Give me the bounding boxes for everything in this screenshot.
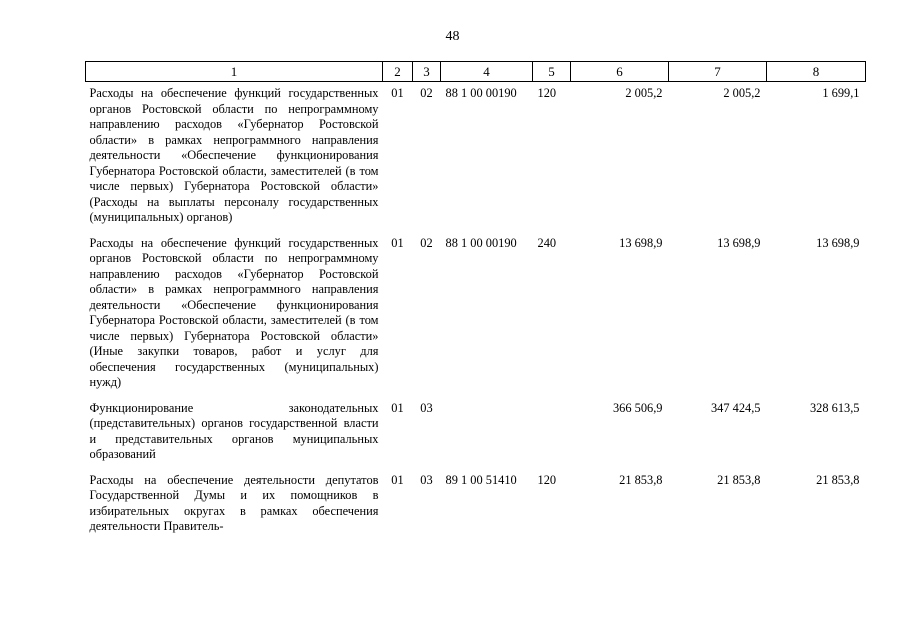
- header-col-3: 3: [413, 62, 441, 82]
- row-expense-type: [533, 397, 571, 463]
- row-description: Расходы на обеспечение деятельности депутатов Государственной Думы и их помощников в избирательных округах в рамках обеспечения деятельности Правитель-: [89, 472, 379, 533]
- row-amount-col6: 2 005,2: [625, 86, 663, 100]
- header-col-7: 7: [669, 62, 767, 82]
- row-expense-type: 240: [537, 235, 557, 250]
- row-amount-col6: 13 698,9: [619, 235, 663, 250]
- table-body: [86, 82, 866, 535]
- row-expense-type: 120: [537, 86, 557, 100]
- table-row: [86, 232, 866, 391]
- row-subsection: 02: [420, 235, 433, 250]
- row-target-article: 88 1 00 00190: [445, 86, 517, 100]
- row-section: 01: [391, 86, 404, 100]
- row-description: Функционирование законодательных (представительных) органов государственной власти и представительных органов муниципальных образований: [89, 400, 379, 461]
- row-amount-col8: 328 613,5: [809, 400, 860, 415]
- row-amount-col7: 2 005,2: [723, 86, 761, 100]
- row-expense-type: 120: [537, 472, 557, 487]
- row-subsection: 03: [420, 472, 433, 487]
- header-row: [86, 62, 866, 82]
- row-section: 01: [391, 472, 404, 487]
- header-col-1: 1: [86, 62, 383, 82]
- row-target-article: 89 1 00 51410: [445, 472, 517, 487]
- row-section: 01: [391, 400, 404, 415]
- row-amount-col7: 13 698,9: [717, 235, 761, 250]
- header-col-8: 8: [767, 62, 866, 82]
- row-amount-col8: 13 698,9: [816, 235, 860, 250]
- header-col-5: 5: [533, 62, 571, 82]
- header-col-2: 2: [383, 62, 413, 82]
- header-col-4: 4: [441, 62, 533, 82]
- table-row: [86, 82, 866, 226]
- row-amount-col8: 1 699,1: [822, 86, 860, 100]
- table-row: [86, 469, 866, 535]
- row-amount-col7: 347 424,5: [710, 400, 761, 415]
- row-target-article: 88 1 00 00190: [445, 235, 517, 250]
- row-amount-col6: 366 506,9: [612, 400, 663, 415]
- row-target-article: [441, 397, 533, 463]
- row-amount-col8: 21 853,8: [816, 472, 860, 487]
- table-header: [86, 62, 866, 82]
- row-description: Расходы на обеспечение функций государственных органов Ростовской области по непрограммному направлению расходов «Губернатор Ростовской области» в рамках непрограммного направления деятельности «Обеспечение функционирования Губернатора Ростовской области, заместителей (в том числе первых) Губернатора Ростовской области» (Иные закупки товаров, работ и услуг для обеспечения государственных (муниципальных) нужд): [89, 235, 379, 389]
- header-col-6: 6: [571, 62, 669, 82]
- row-description: Расходы на обеспечение функций государственных органов Ростовской области по непрограммному направлению расходов «Губернатор Ростовской области» в рамках непрограммного направления деятельности «Обеспечение функционирования Губернатора Ростовской области, заместителей (в том числе первых) Губернатора Ростовской области» (Расходы на выплаты персоналу государственных (муниципальных) органов): [89, 86, 379, 224]
- row-amount-col6: 21 853,8: [619, 472, 663, 487]
- row-subsection: 02: [420, 86, 433, 100]
- table-row: [86, 397, 866, 463]
- budget-table: [85, 61, 866, 535]
- row-amount-col7: 21 853,8: [717, 472, 761, 487]
- page-number: 48: [445, 29, 460, 44]
- row-subsection: 03: [420, 400, 433, 415]
- row-section: 01: [391, 235, 404, 250]
